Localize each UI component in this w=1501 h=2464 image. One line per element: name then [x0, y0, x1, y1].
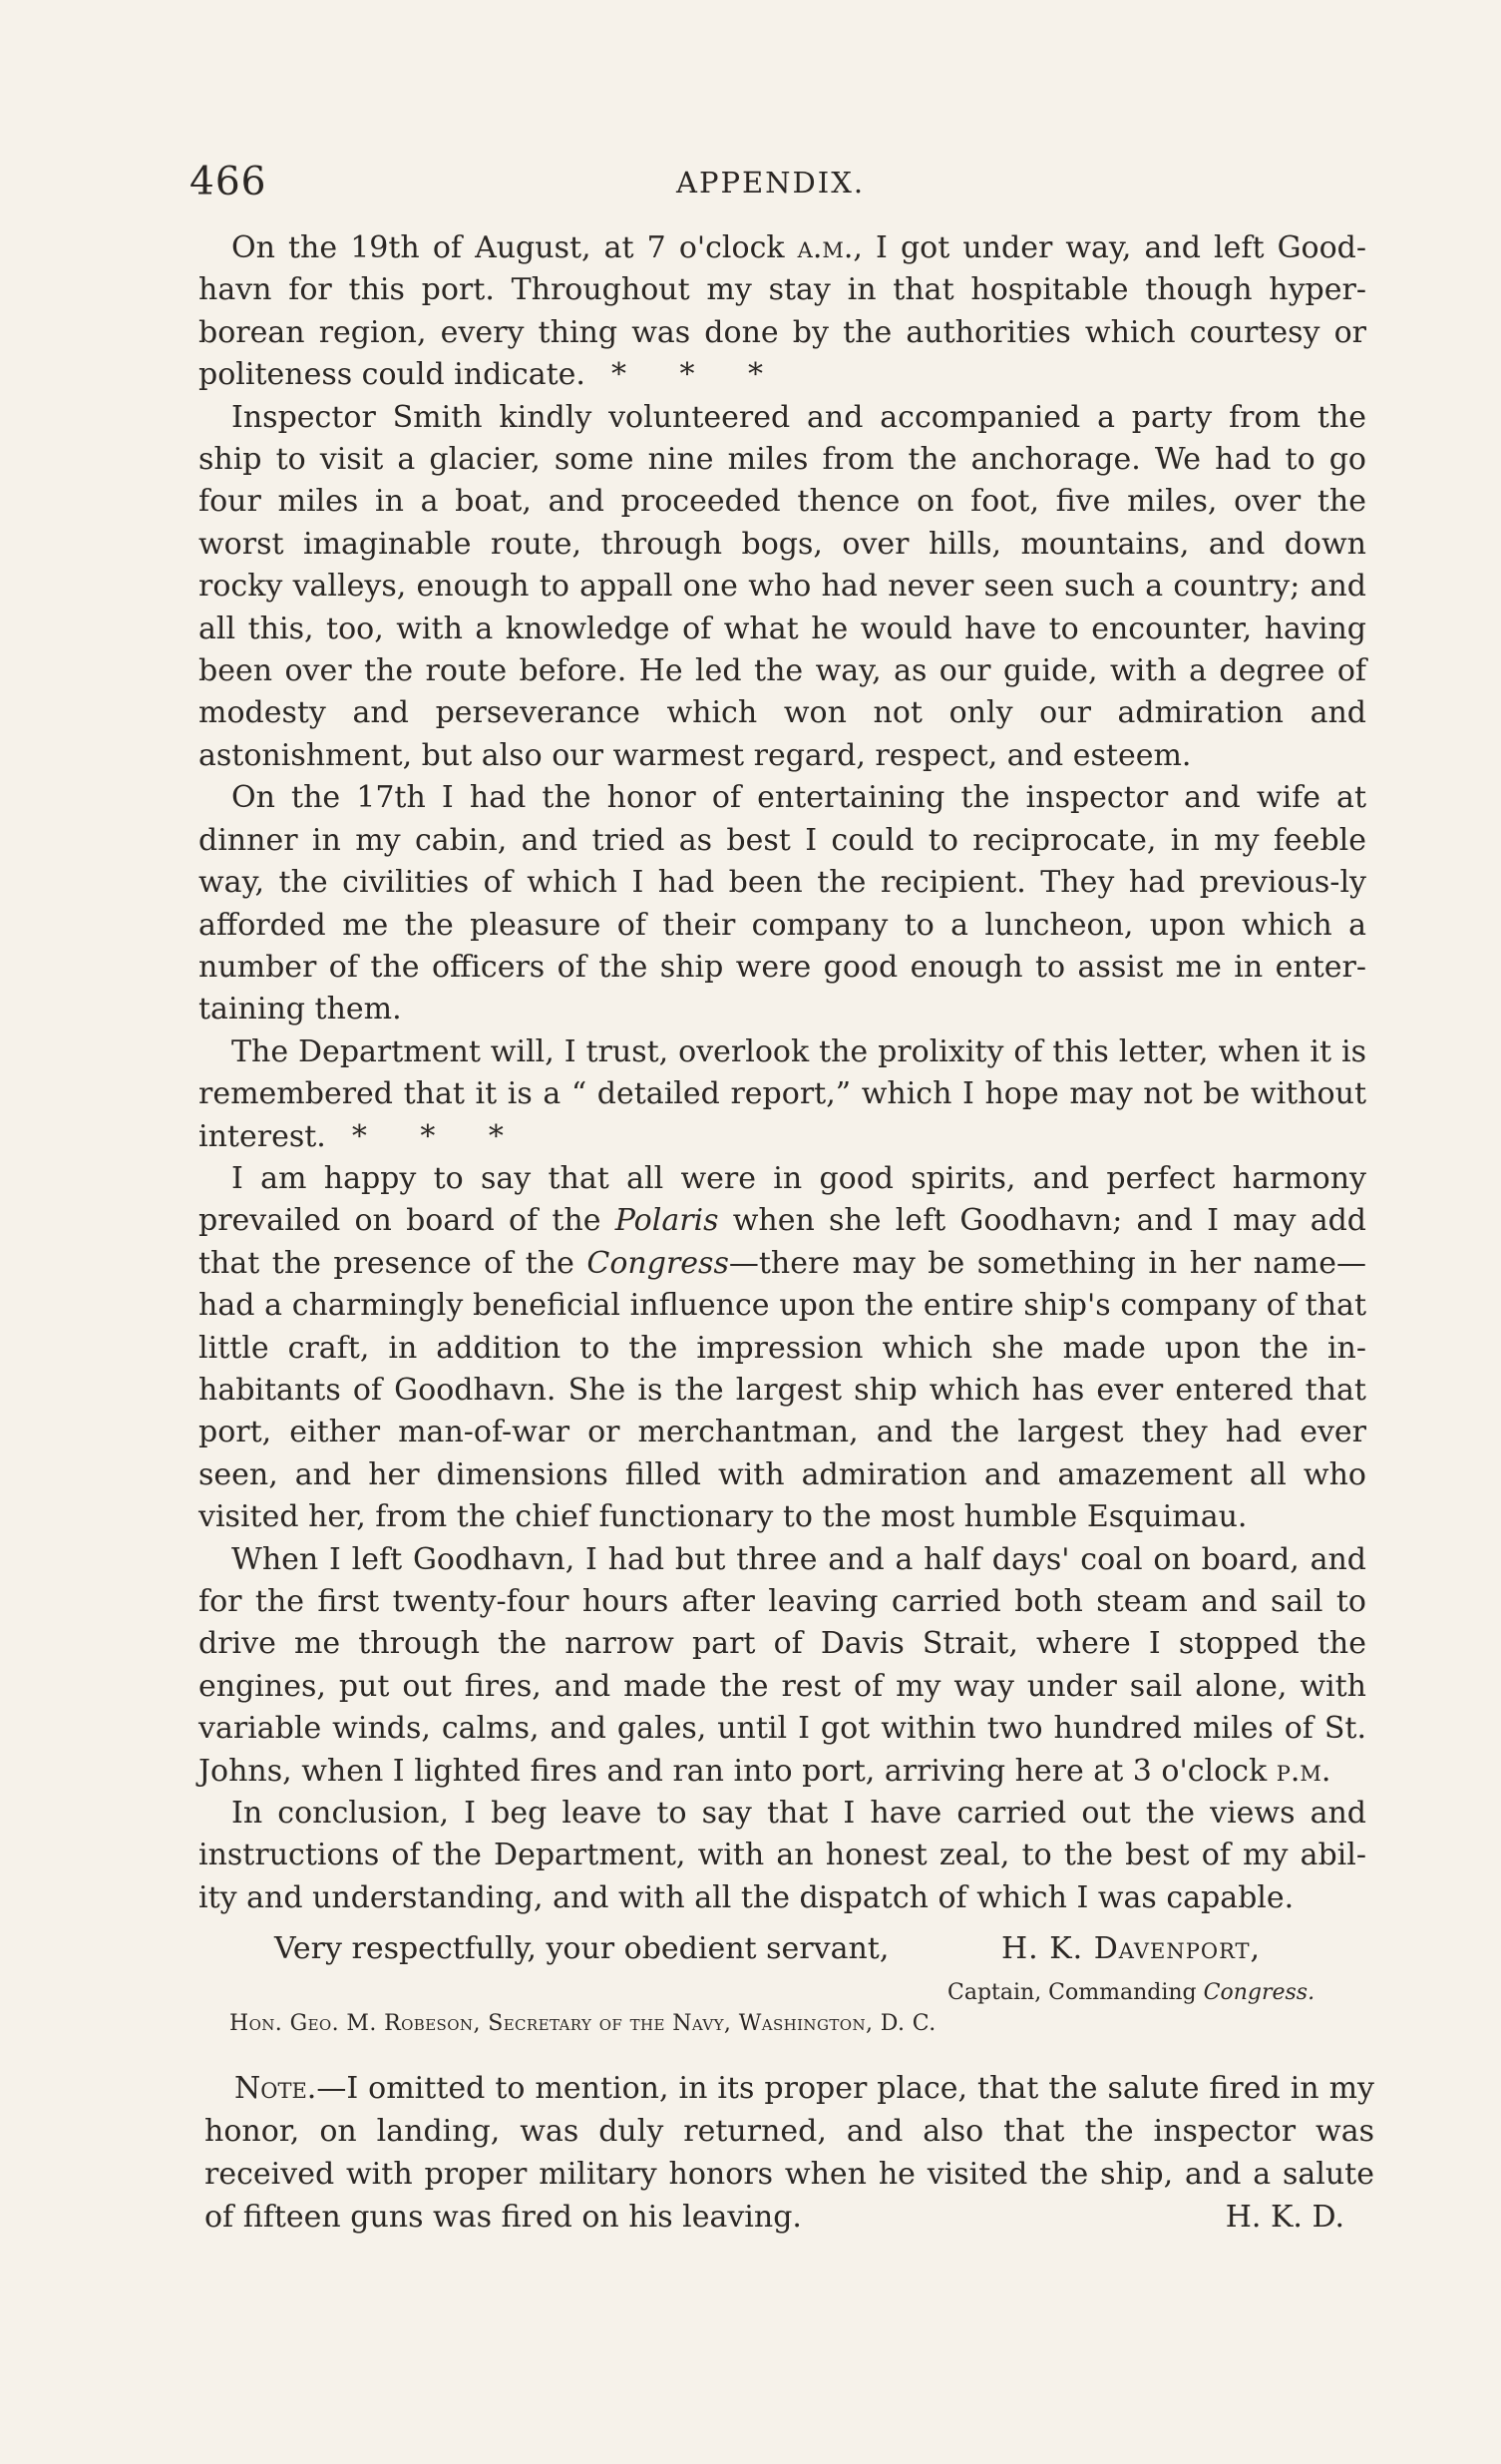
paragraph-1: On the 19th of August, at 7 o'clock a.m., I got under way, and left Good-havn for this port. Throughout my stay in that hospitable though hyper-borean region, every thing was done by the authorities which courtesy or politeness could indicate. * * * [198, 230, 1366, 393]
signatory-title: Captain, Commanding Congress. [947, 1980, 1315, 2005]
page-number: 466 [189, 160, 267, 205]
addressee: Hon. Geo. M. Robeson, Secretary of the Navy, Washington, D. C. [229, 2011, 937, 2036]
paragraph-7: In conclusion, I beg leave to say that I have carried out the views and instructions of the Department, with an honest zeal, to the best of my abil-ity and understanding, and with all the dispatch of which I was capable. [198, 1796, 1366, 1915]
note-initials: H. K. D. [1225, 2200, 1344, 2235]
paragraph-6: When I left Goodhavn, I had but three and a half days' coal on board, and for the first twenty-four hours after leaving carried both steam and sail to drive me through the narrow part of Davis Strait, where I stopped the engines, put out fires, and made the rest of my way under sail alone, with variable winds, calms, and gales, until I got within two hundred miles of St. Johns, when I lighted fires and ran into port, arriving here at 3 o'clock p.m. [198, 1541, 1366, 1789]
running-header [189, 160, 1366, 219]
note-label: Note. [234, 2071, 317, 2106]
paragraph-2: Inspector Smith kindly volunteered and accompanied a party from the ship to visit a glacier, some nine miles from the anchorage. We had to go four miles in a boat, and proceeded thence on foot, five miles, over the worst imaginable route, through bogs, over hills, mountains, and down rocky valleys, enough to appall one who had never seen such a country; and all this, too, with a knowledge of what he would have to encounter, having been over the route before. He led the way, as our guide, with a degree of modesty and perseverance which won not only our admiration and astonishment, but also our warmest regard, respect, and esteem. [198, 399, 1366, 773]
note-section: Note.—I omitted to mention, in its proper place, that the salute fired in my honor, on landing, was duly returned, and also that the inspector was received with proper military honors when he visited the ship, and a salute of fifteen guns was fired on his leaving. H. K. D. [204, 2067, 1374, 2239]
paragraph-5: I am happy to say that all were in good spirits, and perfect harmony prevailed on board of the Polaris when she left Goodhavn; and I may add that the presence of the Congress—there may be something in her name— had a charmingly beneficial influence upon the entire ship's company of that little craft, in addition to the impression which she made upon the in-habitants of Goodhavn. She is the largest ship which has ever entered that port, either man-of-war or merchantman, and the largest they had ever seen, and her dimensions filled with admiration and amazement all who visited her, from the chief functionary to the most humble Esquimau. [198, 1160, 1366, 1535]
paragraph-3: On the 17th I had the honor of entertaining the inspector and wife at dinner in my cabin, and tried as best I could to reciprocate, in my feeble way, the civilities of which I had been the recipient. They had previous-ly afforded me the pleasure of their company to a luncheon, upon which a number of the officers of the ship were good enough to assist me in enter-taining them. [198, 780, 1366, 1027]
signatory-name: H. K. Davenport, [1001, 1931, 1262, 1966]
ellipsis-stars: * * * [351, 1118, 526, 1154]
ship-name-congress: Congress [586, 1245, 729, 1281]
ellipsis-stars: * * * [610, 357, 786, 393]
letter-body [198, 227, 1366, 1919]
closing-line: Very respectfully, your obedient servant, [274, 1931, 890, 1966]
paragraph-4: The Department will, I trust, overlook the prolixity of this letter, when it is remembered that it is a “ detailed report,” which I hope may not be without interest. * * * [198, 1033, 1366, 1154]
running-title: APPENDIX. [676, 166, 866, 200]
ship-name-polaris: Polaris [614, 1203, 719, 1239]
